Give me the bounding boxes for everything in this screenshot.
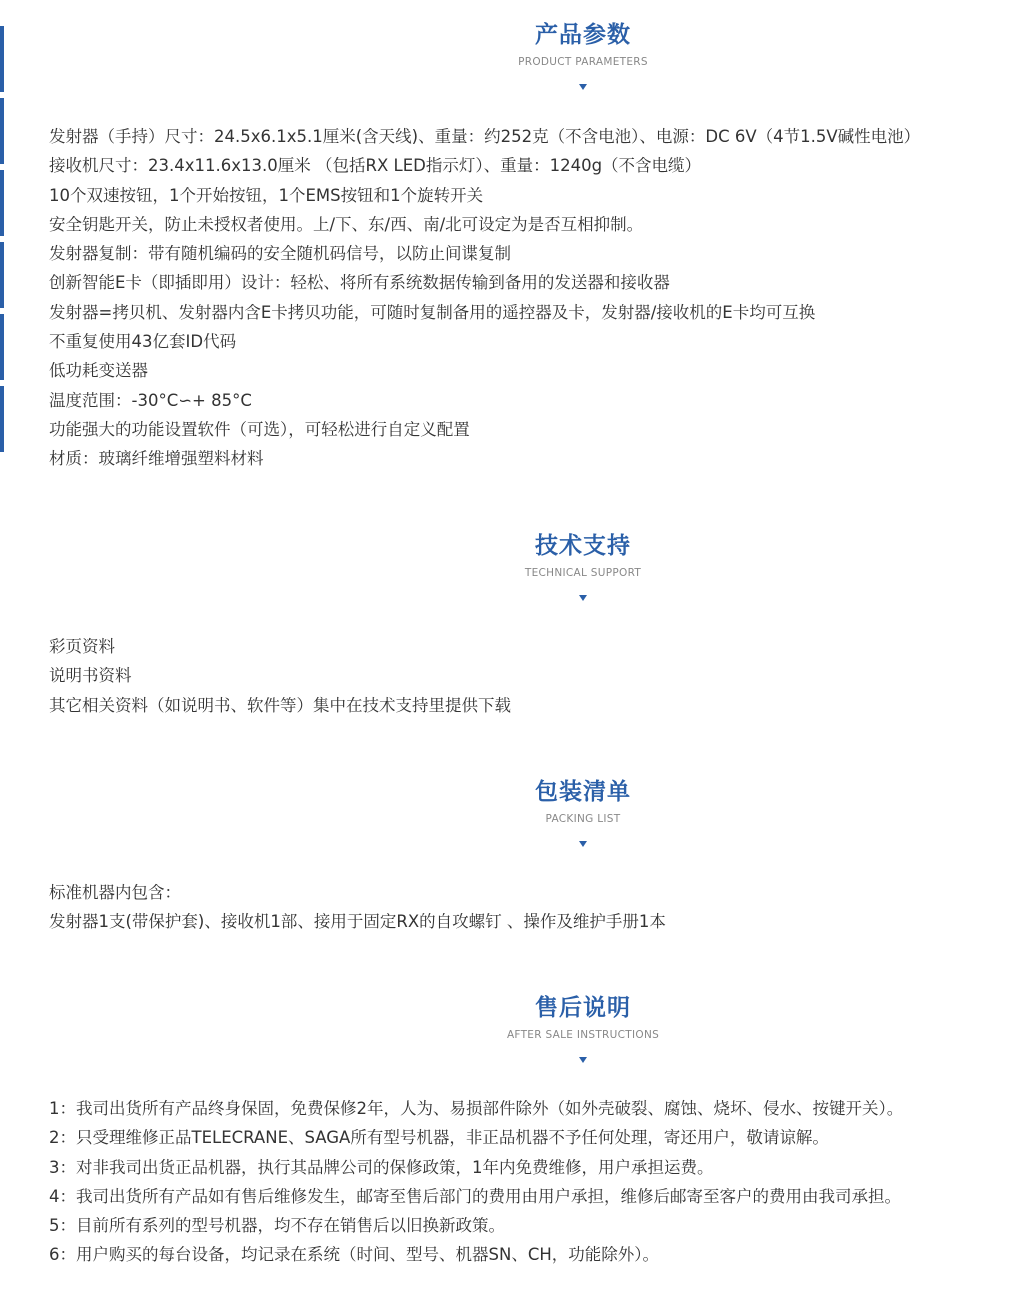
list-item: 发射器复制：带有随机编码的安全随机码信号，以防止间谍复制 bbox=[49, 244, 511, 264]
list-item: 6：用户购买的每台设备，均记录在系统（时间、型号、机器SN、CH，功能除外）。 bbox=[49, 1245, 659, 1265]
list-item: 3：对非我司出货正品机器，执行其品牌公司的保修政策，1年内免费维修，用户承担运费。 bbox=[49, 1157, 714, 1177]
list-item: 材质：玻璃纤维增强塑料材料 bbox=[49, 449, 264, 469]
params-title: 产品参数 bbox=[535, 22, 631, 48]
packing-title: 包装清单 bbox=[535, 779, 631, 805]
list-item: 10个双速按钮，1个开始按钮，1个EMS按钮和1个旋转开关 bbox=[49, 185, 484, 205]
list-item: 接收机尺寸：23.4x11.6x13.0厘米 （包括RX LED指示灯）、重量：1240g（不含电缆） bbox=[49, 156, 702, 176]
caret-down-icon bbox=[579, 84, 587, 90]
list-item: 发射器（手持）尺寸：24.5x6.1x5.1厘米(含天线)、重量：约252克（不含电池）、电源：DC 6V（4节1.5V碱性电池） bbox=[49, 127, 921, 146]
list-item: 4：我司出货所有产品如有售后维修发生，邮寄至售后部门的费用由用户承担，维修后邮寄至客户的费用由我司承担。 bbox=[49, 1186, 901, 1206]
caret-down-icon bbox=[579, 841, 587, 847]
left-accent-bar bbox=[0, 242, 4, 308]
list-item: 2：只受理维修正品TELECRANE、SAGA所有型号机器，非正品机器不予任何处理，寄还用户，敬请谅解。 bbox=[49, 1128, 829, 1148]
left-accent-bar bbox=[0, 170, 4, 236]
support-list bbox=[49, 632, 1019, 720]
list-item: 发射器1支(带保护套)、接收机1部、接用于固定RX的自攻螺钉 、操作及维护手册1本 bbox=[49, 912, 666, 932]
list-item: 彩页资料 bbox=[49, 637, 115, 656]
list-item: 不重复使用43亿套ID代码 bbox=[49, 332, 237, 352]
list-item: 标准机器内包含： bbox=[49, 883, 181, 902]
list-item: 发射器=拷贝机、发射器内含E卡拷贝功能，可随时复制备用的遥控器及卡，发射器/接收机的E卡均可互换 bbox=[49, 302, 816, 322]
params-list bbox=[49, 122, 1019, 474]
packing-list bbox=[49, 878, 1019, 937]
aftersale-title: 售后说明 bbox=[535, 995, 631, 1021]
aftersale-list bbox=[49, 1094, 1019, 1270]
packing-subtitle: PACKING LIST bbox=[545, 813, 621, 825]
list-item: 低功耗变送器 bbox=[49, 361, 148, 381]
support-title: 技术支持 bbox=[535, 533, 631, 559]
left-accent-bar bbox=[0, 386, 4, 452]
caret-down-icon bbox=[579, 1057, 587, 1063]
support-subtitle: TECHNICAL SUPPORT bbox=[524, 567, 642, 579]
list-item: 安全钥匙开关，防止未授权者使用。上/下、东/西、南/北可设定为是否互相抑制。 bbox=[49, 214, 644, 234]
list-item: 1：我司出货所有产品终身保固，免费保修2年，人为、易损部件除外（如外壳破裂、腐蚀、烧坏、侵水、按键开关）。 bbox=[49, 1099, 904, 1118]
params-heading bbox=[0, 20, 1036, 90]
list-item: 功能强大的功能设置软件（可选），可轻松进行自定义配置 bbox=[49, 419, 470, 439]
list-item: 创新智能E卡（即插即用）设计：轻松、将所有系统数据传输到备用的发送器和接收器 bbox=[49, 273, 670, 293]
params-subtitle: PRODUCT PARAMETERS bbox=[518, 56, 648, 68]
caret-down-icon bbox=[579, 595, 587, 601]
list-item: 说明书资料 bbox=[49, 666, 132, 686]
list-item: 其它相关资料（如说明书、软件等）集中在技术支持里提供下载 bbox=[49, 695, 511, 715]
support-heading bbox=[0, 531, 1036, 601]
packing-heading bbox=[0, 777, 1036, 847]
aftersale-subtitle: AFTER SALE INSTRUCTIONS bbox=[506, 1029, 660, 1041]
list-item: 温度范围：-30°C∽+ 85°C bbox=[49, 390, 252, 410]
list-item: 5：目前所有系列的型号机器，均不存在销售后以旧换新政策。 bbox=[49, 1216, 505, 1236]
left-accent-bar bbox=[0, 314, 4, 380]
aftersale-heading bbox=[0, 993, 1036, 1063]
left-accent-bar bbox=[0, 98, 4, 164]
